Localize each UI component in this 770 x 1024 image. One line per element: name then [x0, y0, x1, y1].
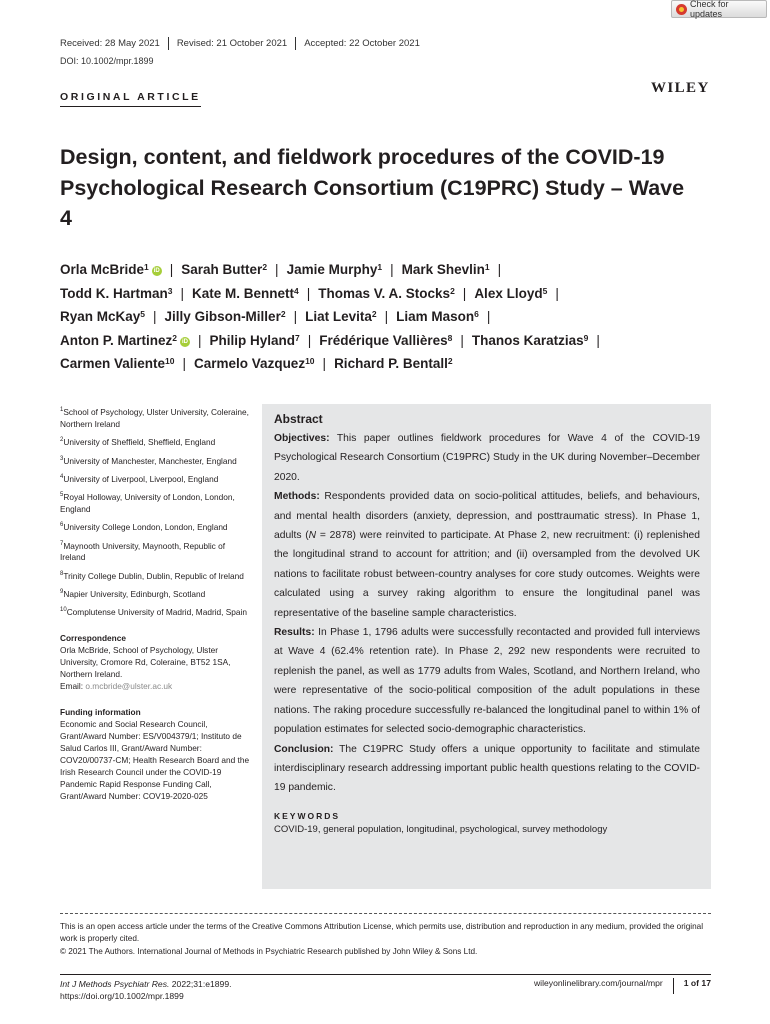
affiliation-text: Napier University, Edinburgh, Scotland: [63, 588, 206, 599]
author: [318, 286, 455, 301]
affiliation: [60, 604, 252, 618]
author-row: [60, 352, 740, 376]
affiliation-text: Complutense University of Madrid, Madrid, Spain: [66, 607, 247, 618]
author-row: [60, 282, 740, 306]
results-text: In Phase 1, 1796 adults were successfully recontacted and provided full interviews at Wave 4 (62.4% retention rate). In Phase 2, 292 new respondents were recruited to replenish the panel, as well as 1779 adults from Wales, Scotland, and Northern Ireland, who were representative of the socio-political composition of the adult populations in these nations. The raking procedure successfully re-balanced the longitudinal panel to within 1% of population estimates for selected socio-demographic characteristics.: [274, 627, 700, 736]
license-notice: [60, 921, 711, 958]
affiliation: [60, 471, 252, 485]
footer-divider: [60, 974, 711, 975]
citation-volume: 2022;31:e1899.: [169, 979, 232, 989]
author-separator: |: [182, 356, 187, 372]
author-separator: |: [497, 262, 502, 277]
author-separator: |: [486, 309, 491, 325]
affiliation-number: 10: [60, 607, 67, 614]
affiliation: [60, 568, 252, 582]
author-affiliation-number: 5: [542, 285, 548, 296]
revised-date: Revised: 21 October 2021: [169, 37, 296, 50]
author-name: Alex Lloyd: [474, 285, 543, 301]
affiliation-number: 5: [60, 492, 64, 499]
affiliation-number: 9: [60, 589, 64, 596]
affiliation-text: School of Psychology, Ulster University, Coleraine, Northern Ireland: [60, 406, 249, 429]
author-affiliation-number: 1: [484, 262, 490, 272]
article-title: Design, content, and fieldwork procedures of the COVID-19 Psychological Research Consortium (C19PRC) Study – Wave 4: [60, 145, 685, 230]
orcid-icon[interactable]: iD: [153, 268, 160, 274]
orcid-icon[interactable]: iD: [182, 338, 188, 345]
correspondence-email-line: [60, 680, 252, 692]
crossmark-icon: [676, 4, 687, 15]
email-label: Email:: [60, 681, 84, 692]
abstract-conclusion: [274, 740, 700, 798]
author: [60, 262, 162, 277]
section-label: ORIGINAL ARTICLE: [60, 91, 201, 107]
author-separator: |: [322, 356, 327, 372]
affiliation-text: University of Manchester, Manchester, England: [63, 455, 237, 466]
keywords-heading: KEYWORDS: [274, 810, 341, 821]
author-name: Sarah Butter: [181, 262, 263, 277]
abstract-methods: [274, 487, 700, 623]
author: [194, 356, 315, 371]
author-list: [60, 258, 740, 376]
funding-text: Economic and Social Research Council, Grant/Award Number: ES/V004379/1; Instituto de Salud Carlos III, Grant/Award Number: COV20/00737-CM; Health Research Board and the Irish Research Council under the COVID-19 Pandemic Rapid Response Funding Call, Grant/Award Number: COV19-2020-025: [60, 719, 250, 802]
affiliation: [60, 453, 252, 467]
author-separator: |: [293, 309, 298, 325]
author-separator: |: [596, 332, 600, 348]
email-link[interactable]: o.mcbride@ulster.ac.uk: [85, 681, 173, 692]
journal-abbrev: Int J Methods Psychiatr Res.: [60, 979, 170, 989]
author-affiliation-number: 2: [450, 285, 455, 296]
funding-heading: Funding information: [60, 707, 141, 718]
objectives-text: This paper outlines fieldwork procedures for Wave 4 of the COVID-19 Psychological Research Consortium (C19PRC) Study in the UK during November–December 2020.: [274, 433, 700, 483]
page-number: 1 of 17: [683, 978, 711, 988]
journal-site-link[interactable]: wileyonlinelibrary.com/journal/mpr: [534, 978, 674, 994]
author-affiliation-number: 1: [377, 262, 383, 272]
check-for-updates-label: Check for updates: [690, 0, 729, 19]
author-separator: |: [180, 285, 184, 301]
methods-label: Methods:: [274, 491, 320, 503]
abstract-heading: Abstract: [274, 412, 323, 426]
author-separator: |: [390, 262, 394, 277]
author-separator: |: [307, 332, 312, 348]
author-affiliation-number: 8: [447, 332, 453, 343]
abstract-objectives: [274, 429, 700, 487]
author-separator: |: [153, 309, 157, 325]
affiliation-number: 8: [60, 570, 64, 577]
methods-text-b: = 2878) were reinvited to participate. At Phase 2, new recruitment: (i) replenished the longitudinal strand to account for attrition; and (ii) oversampled from the devolved UK nations to facilitate robust between-country analyses for core study outcomes. Weights were calculated using a survey raking algorithm to ensure the longitudinal panel was representative of the baseline sample characteristics.: [274, 530, 700, 619]
affiliation-number: 4: [60, 473, 64, 480]
affiliation-number: 3: [60, 455, 64, 462]
author: [474, 286, 547, 301]
received-date: Received: 28 May 2021: [60, 37, 169, 50]
abstract-box: [262, 404, 711, 889]
author-affiliation-number: 5: [140, 309, 146, 320]
citation-line: [60, 978, 232, 990]
doi: DOI: 10.1002/mpr.1899: [60, 56, 154, 66]
correspondence-heading: Correspondence: [60, 633, 126, 644]
author-name: Philip Hyland: [209, 332, 296, 348]
author-name: Jilly Gibson-Miller: [164, 309, 281, 325]
author-name: Liam Mason: [396, 309, 475, 325]
author: [334, 356, 453, 371]
author-name: Ryan McKay: [60, 309, 141, 325]
article-dates: [60, 37, 428, 50]
license-divider: [60, 913, 711, 914]
affiliation-number: 6: [60, 522, 64, 529]
sidebar: [60, 404, 252, 802]
author-separator: |: [198, 332, 202, 348]
author-separator: |: [169, 262, 174, 277]
author-affiliation-number: 2: [172, 332, 177, 343]
author-affiliation-number: 2: [262, 262, 268, 272]
results-label: Results:: [274, 627, 315, 639]
accepted-date: Accepted: 22 October 2021: [304, 38, 420, 49]
author-separator: |: [460, 332, 464, 348]
publisher-logo: WILEY: [651, 80, 710, 96]
author-row: [60, 258, 740, 282]
author-affiliation-number: 4: [294, 285, 299, 296]
author-name: Liat Levita: [305, 309, 372, 325]
affiliation-text: University College London, London, England: [63, 522, 228, 533]
affiliation-number: 1: [60, 407, 64, 413]
author: [165, 309, 286, 324]
author: [396, 309, 479, 324]
author: [60, 356, 175, 371]
author-affiliation-number: 10: [165, 356, 175, 367]
author-separator: |: [384, 309, 389, 325]
author-name: Jamie Murphy: [286, 262, 378, 277]
affiliation: [60, 489, 252, 515]
author-affiliation-number: 7: [295, 332, 300, 343]
footer-right: [534, 978, 711, 994]
author-separator: |: [462, 285, 467, 301]
author: [402, 262, 490, 277]
author-name: Anton P. Martinez: [60, 332, 173, 348]
author-name: Orla McBride: [60, 262, 145, 277]
author: [210, 333, 300, 348]
author: [472, 333, 589, 348]
author-name: Kate M. Bennett: [192, 285, 295, 301]
methods-text-a: Respondents provided data on socio-political attitudes, beliefs, and behaviours, and mental health disorders (anxiety, depression, and posttraumatic stress). In Phase 1, adults (: [274, 491, 700, 542]
affiliation-text: Maynooth University, Maynooth, Republic of Ireland: [60, 540, 226, 563]
author: [181, 262, 267, 277]
author-name: Carmen Valiente: [60, 356, 166, 372]
author-separator: |: [555, 285, 559, 301]
author: [60, 309, 145, 324]
author: [60, 286, 172, 301]
conclusion-label: Conclusion:: [274, 743, 334, 755]
affiliation: [60, 538, 252, 564]
author-affiliation-number: 2: [371, 309, 377, 320]
conclusion-text: The C19PRC Study offers a unique opportunity to facilitate and stimulate interdisciplinary research addressing important public health questions relating to the COVID-19 pandemic.: [274, 743, 700, 794]
check-for-updates-button[interactable]: [671, 0, 767, 18]
author: [192, 286, 299, 301]
objectives-label: Objectives:: [274, 433, 330, 444]
author-affiliation-number: 3: [167, 285, 173, 296]
affiliation: [60, 519, 252, 533]
affiliation-text: Royal Holloway, University of London, London, England: [60, 491, 235, 514]
author: [319, 333, 452, 348]
author-affiliation-number: 1: [144, 262, 149, 272]
abstract-results: [274, 623, 700, 739]
affiliation-text: University of Liverpool, Liverpool, England: [63, 473, 219, 484]
author-affiliation-number: 2: [447, 356, 453, 367]
author-separator: |: [306, 285, 311, 301]
author-separator: |: [275, 262, 279, 277]
affiliation: [60, 586, 252, 600]
author-row: [60, 329, 740, 353]
footer-citation: [60, 978, 232, 1002]
author-name: Frédérique Vallières: [319, 332, 448, 348]
author-name: Todd K. Hartman: [60, 285, 168, 301]
author: [305, 309, 377, 324]
author-name: Thanos Karatzias: [471, 332, 584, 348]
author: [60, 333, 190, 348]
author-affiliation-number: 9: [583, 332, 589, 343]
affiliation: [60, 434, 252, 448]
correspondence-text: Orla McBride, School of Psychology, Ulster University, Cromore Rd, Coleraine, BT52 1SA, Northern Ireland.: [60, 645, 231, 680]
affiliation-number: 7: [60, 540, 64, 547]
copyright-text: © 2021 The Authors. International Journal of Methods in Psychiatric Research published by John Wiley & Sons Ltd.: [60, 946, 478, 956]
affiliation-text: University of Sheffield, Sheffield, England: [63, 437, 216, 448]
author-row: [60, 305, 740, 329]
author-affiliation-number: 6: [474, 309, 479, 320]
affiliation-text: Trinity College Dublin, Dublin, Republic of Ireland: [63, 570, 244, 581]
license-text: This is an open access article under the terms of the Creative Commons Attribution License, which permits use, distribution and reproduction in any medium, provided the original work is properly cited.: [60, 922, 704, 944]
author-name: Mark Shevlin: [401, 262, 485, 277]
affiliation-list: [60, 404, 252, 618]
author: [287, 262, 383, 277]
affiliation-number: 2: [60, 437, 64, 444]
author-affiliation-number: 10: [305, 356, 315, 367]
affiliation: [60, 404, 252, 430]
author-name: Carmelo Vazquez: [194, 356, 306, 372]
author-name: Richard P. Bentall: [334, 356, 448, 372]
doi-link[interactable]: https://doi.org/10.1002/mpr.1899: [60, 991, 184, 1001]
keywords-text: COVID-19, general population, longitudinal, psychological, survey methodology: [274, 823, 608, 835]
methods-n: N: [308, 530, 317, 542]
author-name: Thomas V. A. Stocks: [318, 285, 451, 301]
author-affiliation-number: 2: [280, 309, 286, 320]
